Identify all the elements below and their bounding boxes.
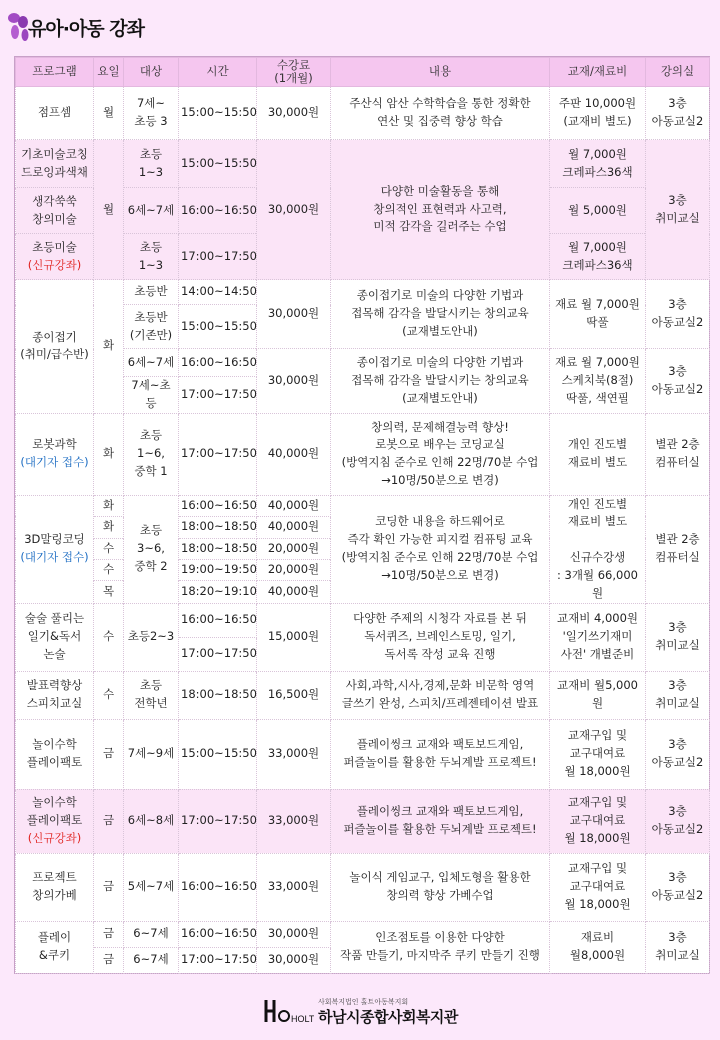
table-row [16, 495, 710, 516]
time-cell: 19:00~19:50 [179, 560, 257, 581]
fee-cell: 40,000원 [257, 413, 331, 495]
program-cell: 생각쑥쑥 창의미술 [16, 188, 94, 234]
target-cell: 초등 전학년 [124, 671, 179, 719]
page-footer [0, 990, 720, 1040]
header-fee: 수강료 (1개월) [257, 58, 331, 87]
page-title: 유아·아동 강좌 [28, 18, 144, 40]
table-row [16, 853, 710, 921]
target-cell: 초등2~3 [124, 603, 179, 671]
material-cell: 개인 진도별 재료비 별도 신규수강생 : 3개월 66,000원 [550, 495, 646, 603]
fee-cell: 33,000원 [257, 789, 331, 853]
header-program: 프로그램 [16, 58, 94, 87]
material-cell: 월 7,000원 크레파스36색 [550, 234, 646, 280]
target-cell: 5세~7세 [124, 853, 179, 921]
fee-cell: 30,000원 [257, 921, 331, 947]
fee-cell: 30,000원 [257, 87, 331, 140]
time-cell: 18:20~19:10 [179, 581, 257, 603]
target-cell: 초등 1~3 [124, 140, 179, 188]
program-cell: 프로젝트 창의가베 [16, 853, 94, 921]
course-table [15, 57, 710, 974]
time-cell: 15:00~15:50 [179, 719, 257, 789]
room-cell: 3층 취미교실 [646, 603, 710, 671]
program-cell: 놀이수학 플레이팩토 [16, 719, 94, 789]
target-cell: 초등 3~6, 중학 2 [124, 495, 179, 603]
content-cell: 다양한 주제의 시청각 자료를 본 뒤 독서퀴즈, 브레인스토밍, 일기, 독서록 작성 교육 진행 [331, 603, 550, 671]
day-cell: 화 [94, 280, 124, 414]
table-row [16, 921, 710, 947]
room-cell: 3층 취미교실 [646, 671, 710, 719]
program-cell: 술술 풀리는 일기&독서 논술 [16, 603, 94, 671]
fee-cell: 16,500원 [257, 671, 331, 719]
target-cell: 초등 1~3 [124, 234, 179, 280]
day-cell: 금 [94, 853, 124, 921]
content-cell: 사회,과학,시사,경제,문화 비문학 영역 글쓰기 완성, 스피치/프레젠테이션 발표 [331, 671, 550, 719]
table-row [16, 603, 710, 637]
fee-cell: 30,000원 [257, 140, 331, 280]
target-cell: 7세~ 초등 3 [124, 87, 179, 140]
day-cell: 금 [94, 789, 124, 853]
program-cell: 종이접기 (취미/급수반) [16, 280, 94, 414]
day-cell: 목 [94, 581, 124, 603]
program-cell [16, 789, 94, 853]
header-content: 내용 [331, 58, 550, 87]
table-row [16, 140, 710, 188]
content-cell: 놀이식 게임교구, 입체도형을 활용한 창의력 향상 가베수업 [331, 853, 550, 921]
header-room: 강의실 [646, 58, 710, 87]
content-cell: 종이접기로 미술의 다양한 기법과 접목해 감각을 발달시키는 창의교육 (교재별도안내) [331, 280, 550, 349]
program-cell [16, 495, 94, 603]
target-cell: 초등반 (기존만) [124, 305, 179, 349]
time-cell: 17:00~17:50 [179, 234, 257, 280]
program-name: 3D말링코딩 [24, 532, 85, 547]
material-cell: 월 7,000원 크레파스36색 [550, 140, 646, 188]
room-cell: 3층 아동교실2 [646, 853, 710, 921]
target-cell: 7세~9세 [124, 719, 179, 789]
day-cell: 월 [94, 140, 124, 280]
program-cell: 플레이 &쿠키 [16, 921, 94, 973]
time-cell: 15:00~15:50 [179, 87, 257, 140]
header-day: 요일 [94, 58, 124, 87]
fee-cell: 40,000원 [257, 495, 331, 516]
time-cell: 16:00~16:50 [179, 853, 257, 921]
day-cell: 수 [94, 538, 124, 559]
content-cell: 주산식 암산 수학학습을 통한 정확한 연산 및 집중력 향상 학습 [331, 87, 550, 140]
fee-cell: 20,000원 [257, 560, 331, 581]
content-cell: 플레이씽크 교재와 팩토보드게임, 퍼즐놀이를 활용한 두뇌계발 프로젝트! [331, 719, 550, 789]
time-cell: 17:00~17:50 [179, 637, 257, 671]
header-target: 대상 [124, 58, 179, 87]
time-cell: 15:00~15:50 [179, 305, 257, 349]
day-cell: 금 [94, 719, 124, 789]
content-cell: 종이접기로 미술의 다양한 기법과 접목해 감각을 발달시키는 창의교육 (교재별도안내) [331, 349, 550, 414]
program-cell [16, 234, 94, 280]
waitlist-badge: (대기자 접수) [20, 550, 89, 565]
material-cell: 개인 진도별 재료비 별도 [550, 413, 646, 495]
fee-cell: 30,000원 [257, 947, 331, 973]
content-cell: 다양한 미술활동을 통해 창의적인 표현력과 사고력, 미적 감각을 길러주는 수업 [331, 140, 550, 280]
time-cell: 16:00~16:50 [179, 188, 257, 234]
content-cell: 인조점토를 이용한 다양한 작품 만들기, 마지막주 쿠키 만들기 진행 [331, 921, 550, 973]
page-header [0, 0, 720, 52]
material-cell: 교재구입 및 교구대여료 월 18,000원 [550, 853, 646, 921]
target-cell: 7세~초등 [124, 377, 179, 414]
time-cell: 18:00~18:50 [179, 671, 257, 719]
fee-cell: 33,000원 [257, 853, 331, 921]
time-cell: 16:00~16:50 [179, 495, 257, 516]
material-cell: 월 5,000원 [550, 188, 646, 234]
program-name: 초등미술 [32, 239, 77, 254]
target-cell: 초등 1~6, 중학 1 [124, 413, 179, 495]
waitlist-badge: (대기자 접수) [20, 455, 89, 470]
fee-cell: 20,000원 [257, 538, 331, 559]
time-cell: 16:00~16:50 [179, 349, 257, 377]
target-cell: 6세~8세 [124, 789, 179, 853]
room-cell: 3층 아동교실2 [646, 87, 710, 140]
table-row [16, 671, 710, 719]
program-cell: 점프셈 [16, 87, 94, 140]
room-cell: 3층 아동교실2 [646, 719, 710, 789]
room-cell: 3층 아동교실2 [646, 789, 710, 853]
new-course-badge: (신규강좌) [27, 830, 82, 845]
day-cell: 금 [94, 921, 124, 947]
table-row [16, 719, 710, 789]
material-cell: 교재구입 및 교구대여료 월 18,000원 [550, 789, 646, 853]
content-cell: 창의력, 문제해결능력 향상! 로봇으로 배우는 코딩교실 (방역지침 준수로 인해 22명/70분 수업 →10명/50분으로 변경) [331, 413, 550, 495]
day-cell: 월 [94, 87, 124, 140]
svg-text:HOLT: HOLT [291, 1014, 314, 1024]
table-row [16, 87, 710, 140]
content-cell: 코딩한 내용을 하드웨어로 즉각 확인 가능한 피지컬 컴퓨팅 교육 (방역지침 준수로 인해 22명/70분 수업 →10명/50분으로 변경) [331, 495, 550, 603]
material-cell: 재료비 월8,000원 [550, 921, 646, 973]
room-cell: 3층 아동교실2 [646, 280, 710, 349]
table-row [16, 413, 710, 495]
program-name: 로봇과학 [32, 437, 77, 452]
day-cell: 금 [94, 947, 124, 973]
org-name: 하남시종합사회복지관 [318, 1008, 458, 1026]
material-cell: 주판 10,000원 (교재비 별도) [550, 87, 646, 140]
time-cell: 18:00~18:50 [179, 516, 257, 538]
table-row [16, 789, 710, 853]
room-cell: 3층 취미교실 [646, 140, 710, 280]
day-cell: 수 [94, 671, 124, 719]
time-cell: 17:00~17:50 [179, 377, 257, 414]
fee-cell: 30,000원 [257, 349, 331, 414]
course-table-wrapper [14, 56, 710, 974]
time-cell: 14:00~14:50 [179, 280, 257, 305]
table-header-row [16, 58, 710, 87]
target-cell: 6세~7세 [124, 188, 179, 234]
program-cell [16, 413, 94, 495]
material-cell: 재료 월 7,000원 스케치북(8절) 딱풀, 색연필 [550, 349, 646, 414]
fee-cell: 15,000원 [257, 603, 331, 671]
room-cell: 3층 취미교실 [646, 921, 710, 973]
time-cell: 17:00~17:50 [179, 947, 257, 973]
material-cell: 교재비 월5,000원 [550, 671, 646, 719]
room-cell: 3층 아동교실2 [646, 349, 710, 414]
parent-org-text: 사회복지법인 홀트아동복지회 [318, 998, 409, 1006]
time-cell: 18:00~18:50 [179, 538, 257, 559]
time-cell: 17:00~17:50 [179, 413, 257, 495]
new-course-badge: (신규강좌) [27, 257, 82, 272]
table-row [16, 280, 710, 305]
header-time: 시간 [179, 58, 257, 87]
fee-cell: 30,000원 [257, 280, 331, 349]
target-cell: 6세~7세 [124, 349, 179, 377]
holt-logo [262, 996, 314, 1026]
time-cell: 17:00~17:50 [179, 789, 257, 853]
fee-cell: 33,000원 [257, 719, 331, 789]
target-cell: 6~7세 [124, 921, 179, 947]
time-cell: 16:00~16:50 [179, 921, 257, 947]
day-cell: 화 [94, 495, 124, 516]
material-cell: 재료 월 7,000원 딱풀 [550, 280, 646, 349]
room-cell: 별관 2층 컴퓨터실 [646, 413, 710, 495]
content-cell: 플레이씽크 교재와 팩토보드게임, 퍼즐놀이를 활용한 두뇌계발 프로젝트! [331, 789, 550, 853]
fee-cell: 40,000원 [257, 581, 331, 603]
program-name: 놀이수학 플레이팩토 [26, 795, 83, 828]
header-material: 교재/재료비 [550, 58, 646, 87]
material-cell: 교재구입 및 교구대여료 월 18,000원 [550, 719, 646, 789]
program-cell: 기초미술코칭 드로잉과색채 [16, 140, 94, 188]
target-cell: 6~7세 [124, 947, 179, 973]
time-cell: 16:00~16:50 [179, 603, 257, 637]
room-cell: 별관 2층 컴퓨터실 [646, 495, 710, 603]
day-cell: 수 [94, 560, 124, 581]
day-cell: 수 [94, 603, 124, 671]
day-cell: 화 [94, 516, 124, 538]
fee-cell: 40,000원 [257, 516, 331, 538]
day-cell: 화 [94, 413, 124, 495]
program-cell: 발표력향상 스피치교실 [16, 671, 94, 719]
material-cell: 교재비 4,000원 '일기쓰기재미 사전' 개별준비 [550, 603, 646, 671]
target-cell: 초등반 [124, 280, 179, 305]
time-cell: 15:00~15:50 [179, 140, 257, 188]
